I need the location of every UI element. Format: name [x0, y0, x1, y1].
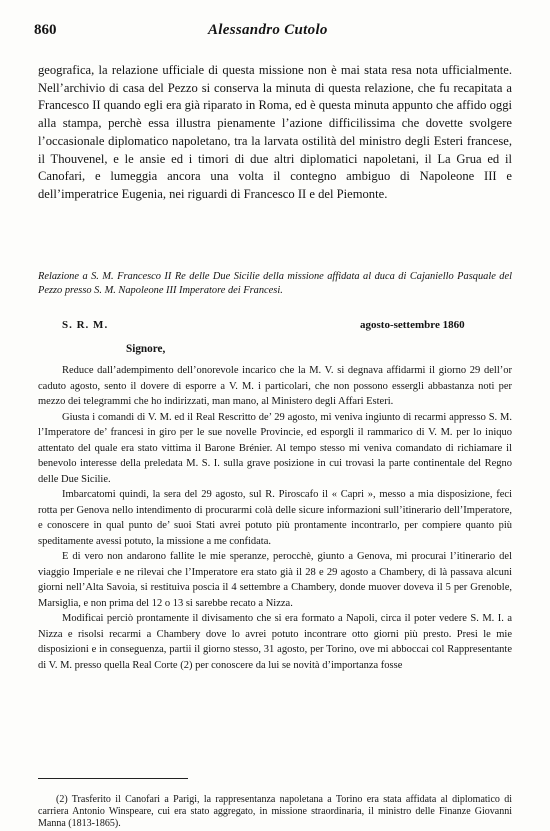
letter-date: agosto-settembre 1860: [360, 319, 465, 331]
footnote-block: [38, 794, 512, 831]
letter-paragraph: Imbarcatomi quindi, la sera del 29 agosto, sul R. Piroscafo il « Capri », messo a mia disposizione, feci rotta per Genova nello intendimento di procurarmi colà delle sicure informazioni sull’itinerario dell’Imperatore, e conoscere in qual punto de’ suoi Stati avrei potuto più prontamente incontrarlo, per compiere quanto più speditamente avessi potuto, la missione a me confidata.: [38, 489, 512, 547]
footnote-separator: [38, 778, 188, 779]
document-caption: Relazione a S. M. Francesco II Re delle Due Sicilie della missione affidata al duca di Cajaniello Pasquale del Pezzo presso S. M. Napoleone III Imperatore dei Francesi.: [38, 271, 512, 296]
running-title: Alessandro Cutolo: [208, 22, 328, 38]
letter-paragraph: Reduce dall’adempimento dell’onorevole incarico che la M. V. si degnava affidarmi il giorno 29 dell’or caduto agosto, sento il dovere di esporre a V. M. i particolari, che non possono essergli abbastanza noti per mezzo dei telegrammi che ho indirizzati, man mano, al Ministero degli Affari Esteri.: [38, 365, 512, 407]
letter-paragraph: E di vero non andarono fallite le mie speranze, perocchè, giunto a Genova, mi procurai l’itinerario del viaggio Imperiale e ne rilevai che l’Imperatore era stato già il 28 e 29 agosto a Chambery, di là passava alcuni giorni nell’Alta Savoia, si restituiva poscia il 4 settembre a Chambery, donde muover doveva il 5 per Grenoble, Marsiglia, e non prima del 12 o 13 si sarebbe recato a Nizza.: [38, 551, 512, 609]
page-header: [34, 22, 512, 46]
letter-paragraph: Modificai perciò prontamente il divisamento che si era formato a Napoli, circa il poter vedere S. M. I. a Nizza e risolsi recarmi a Chambery dove lo avrei potuto incontrare otto giorni più presto. Presi le mie disposizioni e in conseguenza, partii il giorno stesso, 31 agosto, per Torino, ove mi abboccai col Rappresentante di V. M. presso quella Real Corte (2) per conoscere da lui se novità d’importanza fosse: [38, 613, 512, 671]
intro-paragraph-block: [38, 62, 512, 204]
letter-body: [38, 363, 512, 673]
letter-addressee: S. R. M.: [62, 319, 109, 331]
document-caption-block: [38, 270, 512, 298]
footnote-text: (2) Trasferito il Canofari a Parigi, la rappresentanza napoletana a Torino era stata affidata al diplomatico di carriera Antonio Winspeare, cui era stato aggregato, in missione straordinaria, il ministro delle Finanze Giovanni Manna (1813-1865).: [38, 794, 512, 830]
intro-paragraph: geografica, la relazione ufficiale di questa missione non è mai stata resa nota ufficialmente. Nell’archivio di casa del Pezzo si conserva la minuta di questa relazione, che fu recapitata a Francesco II quando egli era già riparato in Roma, ed è questa minuta appunto che affido oggi alla stampa, perchè essa illustra pienamente l’azione difficilissima che dovette svolgere l’occasionale diplomatico napoletano, tra la larvata ostilità del ministro degli Esteri francese, il Thouvenel, e le ansie ed i timori di due altri diplomatici napoletani, il La Grua ed il Canofari, e lumeggia ancora una volta il contegno ambiguo di Napoleone III e dell’imperatrice Eugenia, nei riguardi di Francesco II e del Piemonte.: [38, 63, 512, 201]
page-number: 860: [34, 22, 57, 38]
letter-paragraph: Giusta i comandi di V. M. ed il Real Rescritto de’ 29 agosto, mi veniva ingiunto di recarmi appresso S. M. l’Imperatore de’ francesi in giro per le sue novelle Provincie, ed esporgli il rammarico di V. M. per lo iniquo attentato del quale era stato vittima il Barone Brénier. Al tempo stesso mi veniva comandato di richiamare il benevolo interesse della preledata M. S. I. sulla grave posizione in cui trovasi la parte continentale del Regno delle Due Sicilie.: [38, 411, 512, 485]
letter-salutation: Signore,: [126, 343, 166, 355]
